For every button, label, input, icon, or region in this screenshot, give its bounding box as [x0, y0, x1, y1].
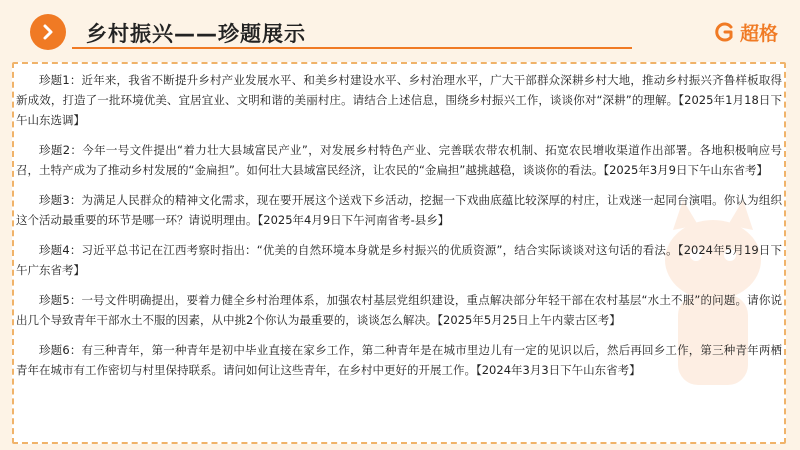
question-item: 珍题2：今年一号文件提出“着力壮大县域富民产业”，对发展乡村特色产业、完善联农带农机制、拓宽农民增收渠道作出部署。各地积极响应号召，土特产成为了推动乡村发展的“金扁担”。如何壮大县域富民经济，让农民的“金扁担”越挑越稳，谈谈你的看法。【2025年3月9日下午山东省考】 — [16, 143, 782, 177]
question-item: 珍题1：近年来，我省不断提升乡村产业发展水平、和美乡村建设水平、乡村治理水平，广大干部群众深耕乡村大地，推动乡村振兴齐鲁样板取得新成效，打造了一批环境优美、宜居宜业、文明和谐的美丽村庄。请结合上述信息，围绕乡村振兴工作，谈谈你对“深耕”的理解。【2025年1月18日下午山东选调】 — [16, 73, 782, 127]
brand-mark-icon — [714, 21, 736, 43]
chevron-right-icon — [30, 14, 66, 50]
title-bar — [72, 18, 632, 48]
brand-name: 超格 — [739, 22, 778, 45]
question-item: 珍题4：习近平总书记在江西考察时指出：“优美的自然环境本身就是乡村振兴的优质资源”，结合实际谈谈对这句话的看法。【2024年5月19日下午广东省考】 — [16, 243, 782, 277]
question-item: 珍题5：一号文件明确提出，要着力健全乡村治理体系，加强农村基层党组织建设，重点解决部分年轻干部在农村基层“水土不服”的问题。请你说出几个导致青年干部水土不服的因素，从中挑2个你认为最重要的，谈谈怎么解决。【2025年5月25日上午内蒙古区考】 — [16, 293, 782, 327]
page-title: 乡村振兴——珍题展示 — [86, 22, 306, 46]
title-underline — [72, 47, 632, 49]
header-bar — [0, 0, 800, 62]
question-item: 珍题3：为满足人民群众的精神文化需求，现在要开展这个送戏下乡活动，挖掘一下戏曲底蕴比较深厚的村庄，让戏迷一起同台演唱。你认为组织这个活动最重要的环节是哪一环？请说明理由。【2025年4月9日下午河南省考-县乡】 — [16, 193, 782, 227]
question-item: 珍题6：有三种青年，第一种青年是初中毕业直接在家乡工作，第二种青年是在城市里边儿有一定的见识以后，然后再回乡工作，第三种青年两栖青年在城市有工作密切与村里保持联系。请问如何让这些青年，在乡村中更好的开展工作。【2024年3月3日下午山东省考】 — [16, 343, 782, 377]
brand-logo — [714, 18, 778, 46]
question-list — [16, 70, 782, 390]
